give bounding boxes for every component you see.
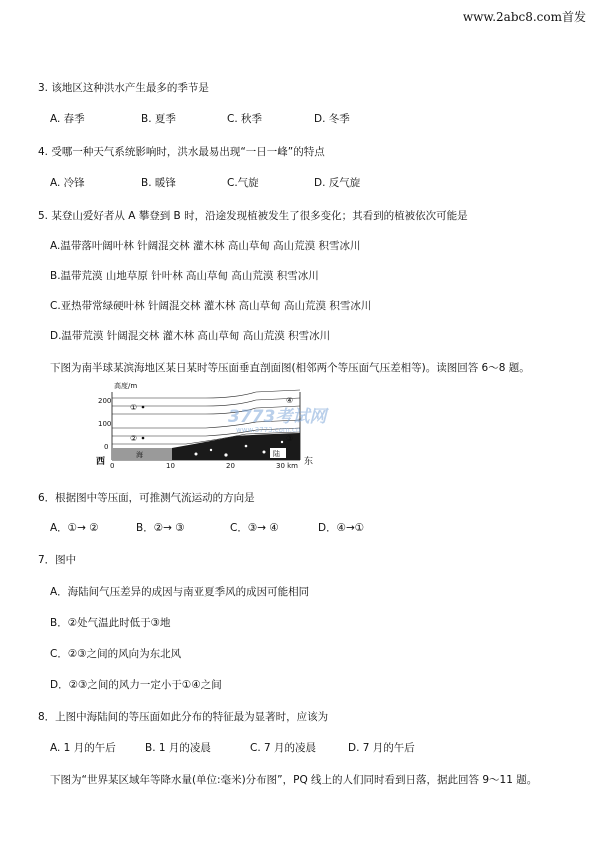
point-4: ④ — [286, 396, 294, 405]
question-5-option-b: B.温带荒漠 山地草原 针叶林 高山草甸 高山荒漠 积雪冰川 — [50, 270, 319, 282]
x-tick-20: 20 — [226, 462, 235, 470]
question-6-stem: 6．根据图中等压面，可推测气流运动的方向是 — [38, 492, 255, 504]
y-tick-100: 100 — [98, 420, 112, 428]
question-5-option-d: D.温带荒漠 针阔混交林 灌木林 高山草甸 高山荒漠 积雪冰川 — [50, 330, 331, 342]
watermark-url: www.3773.com.cn — [236, 426, 301, 434]
y-axis-label: 高度/m — [114, 382, 138, 390]
question-4-stem: 4. 受哪一种天气系统影响时，洪水最易出现“一日一峰”的特点 — [38, 146, 325, 158]
option-a: A. 春季 — [50, 113, 85, 125]
option-d: D. 反气旋 — [314, 177, 361, 189]
option-a: A. 1 月的午后 — [50, 742, 116, 754]
x-tick-30: 30 km — [276, 462, 299, 470]
option-d: D. 冬季 — [314, 113, 350, 125]
intro-questions-9-11: 下图为“世界某区域年等降水量(单位:毫米)分布图”，PQ 线上的人们同时看到日落，据此回答 9～11 题。 — [50, 774, 538, 786]
y-tick-200: 200 — [98, 397, 112, 405]
site-watermark-header: www.2abc8.com首发 — [462, 10, 586, 24]
option-c: C. 7 月的凌晨 — [250, 742, 317, 754]
intro-questions-6-8: 下图为南半球某滨海地区某日某时等压面垂直剖面图(相邻两个等压面气压差相等)。读图回答 6～8 题。 — [50, 362, 530, 374]
option-d: D. 7 月的午后 — [348, 742, 415, 754]
option-b: B. 夏季 — [141, 113, 176, 125]
question-3-stem: 3. 该地区这种洪水产生最多的季节是 — [38, 82, 209, 94]
option-a: A. 冷锋 — [50, 177, 85, 189]
option-c: C．③→ ④ — [230, 522, 279, 534]
isobaric-profile-diagram — [96, 378, 327, 470]
land-label: 陆 — [273, 450, 280, 458]
question-7-option-b: B．②处气温此时低于③地 — [50, 617, 171, 629]
option-c: C.气旋 — [227, 177, 259, 189]
sea-label: 海 — [136, 451, 143, 459]
question-7-stem: 7．图中 — [38, 554, 77, 566]
point-2: ② — [130, 434, 138, 443]
question-5-stem: 5. 某登山爱好者从 A 攀登到 B 时，沿途发现植被发生了很多变化；其看到的植被依次可能是 — [38, 210, 468, 222]
option-c: C. 秋季 — [227, 113, 263, 125]
option-b: B. 暖锋 — [141, 177, 176, 189]
point-1: ① — [130, 403, 138, 412]
question-7-option-a: A．海陆间气压差异的成因与南亚夏季风的成因可能相同 — [50, 586, 310, 598]
isobar — [112, 398, 300, 406]
option-d: D．④→① — [318, 522, 365, 534]
option-a: A．①→ ② — [50, 522, 99, 534]
east-label: 东 — [304, 457, 314, 467]
y-tick-0: 0 — [104, 443, 109, 451]
question-7-option-d: D．②③之间的风力一定小于①④之间 — [50, 679, 222, 691]
question-8-stem: 8．上图中海陆间的等压面如此分布的特征最为显著时，应该为 — [38, 711, 329, 723]
option-b: B．②→ ③ — [136, 522, 185, 534]
point-3: ③ — [286, 434, 294, 443]
watermark-logo: 3773考试网 — [228, 407, 327, 427]
west-label: 西 — [96, 457, 106, 467]
question-5-option-a: A.温带落叶阔叶林 针阔混交林 灌木林 高山草甸 高山荒漠 积雪冰川 — [50, 240, 361, 252]
x-tick-10: 10 — [166, 462, 175, 470]
isobar — [112, 390, 300, 398]
question-7-option-c: C．②③之间的风向为东北风 — [50, 648, 182, 660]
question-5-option-c: C.亚热带常绿硬叶林 针阔混交林 灌木林 高山草甸 高山荒漠 积雪冰川 — [50, 300, 372, 312]
option-b: B. 1 月的凌晨 — [145, 742, 211, 754]
x-tick-0: 0 — [110, 462, 115, 470]
